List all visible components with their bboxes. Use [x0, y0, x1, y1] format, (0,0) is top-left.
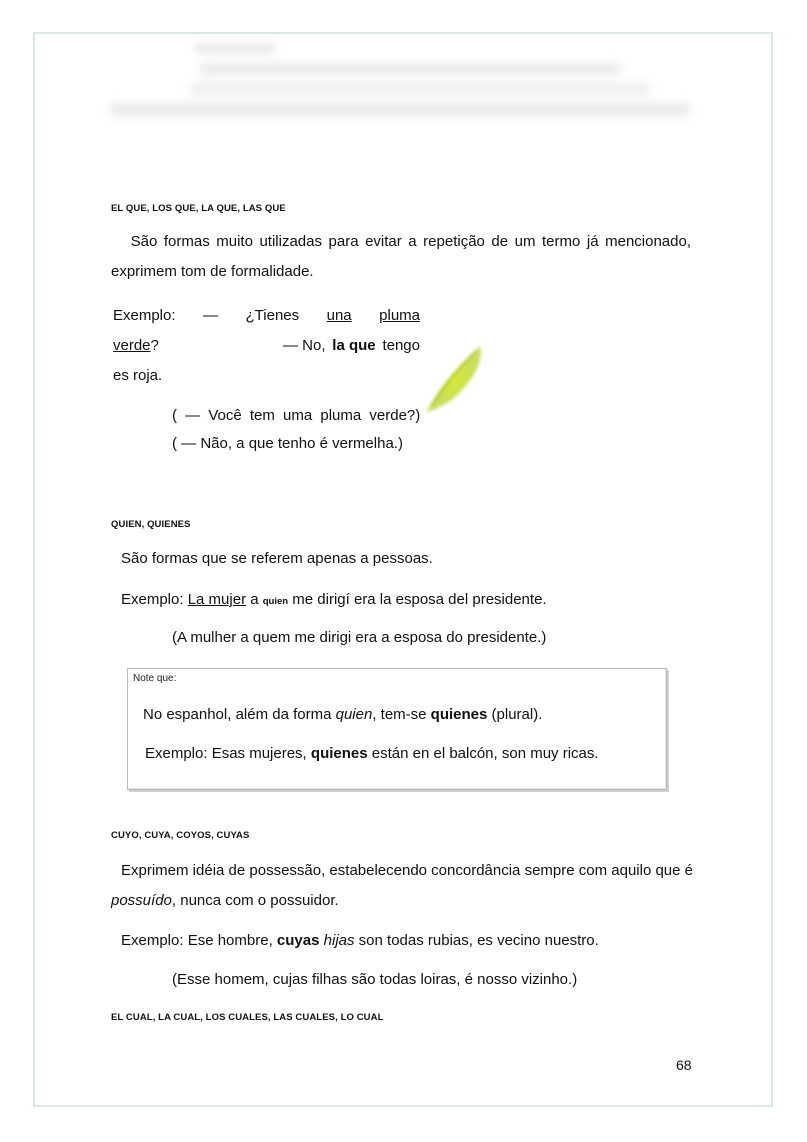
s3-translation: (Esse homem, cujas filhas são todas loiras, é nosso vizinho.): [172, 971, 578, 988]
s3-intro-line2: possuído, nunca com o possuidor.: [111, 892, 339, 909]
section-heading-cuyo: CUYO, CUYA, COYOS, CUYAS: [111, 830, 250, 841]
note-line2: Exemplo: Esas mujeres, quienes están en el balcón, son muy ricas.: [145, 745, 599, 762]
s2-translation: (A mulher a quem me dirigi era a esposa do presidente.): [172, 629, 547, 646]
green-feather-image: [418, 340, 490, 420]
s1-example-line1: Exemplo: — ¿Tienes una pluma: [113, 307, 420, 324]
section-heading-el-cual: EL CUAL, LA CUAL, LOS CUALES, LAS CUALES, LO CUAL: [111, 1012, 384, 1023]
blurred-header: [0, 0, 807, 140]
s1-intro-line2: exprimem tom de formalidade.: [111, 263, 314, 280]
section-heading-quien: QUIEN, QUIENES: [111, 519, 191, 530]
note-title: Note que:: [133, 673, 177, 684]
s3-example: Exemplo: Ese hombre, cuyas hijas son todas rubias, es vecino nuestro.: [121, 932, 599, 949]
note-line1: No espanhol, além da forma quien, tem-se quienes (plural).: [143, 706, 543, 723]
s2-example: Exemplo: La mujer a quien me dirigí era la esposa del presidente.: [121, 591, 547, 608]
note-box: [127, 668, 667, 790]
s1-example-es-roja: es roja.: [113, 367, 163, 384]
page-number: 68: [676, 1057, 692, 1073]
s1-translation1: ( — Você tem uma pluma verde?): [172, 407, 421, 424]
s3-intro-line1: Exprimem idéia de possessão, estabelecendo concordância sempre com aquilo que é: [121, 862, 693, 879]
s1-intro-line1: São formas muito utilizadas para evitar a repetição de um termo já mencionado,: [130, 233, 691, 250]
s1-example-answer: — No, la que tengo: [283, 337, 420, 354]
s2-intro: São formas que se referem apenas a pessoas.: [121, 550, 433, 567]
s1-example-verde: verde?: [113, 337, 159, 354]
s1-translation2: ( — Não, a que tenho é vermelha.): [172, 435, 403, 452]
section-heading-el-que: EL QUE, LOS QUE, LA QUE, LAS QUE: [111, 203, 286, 214]
